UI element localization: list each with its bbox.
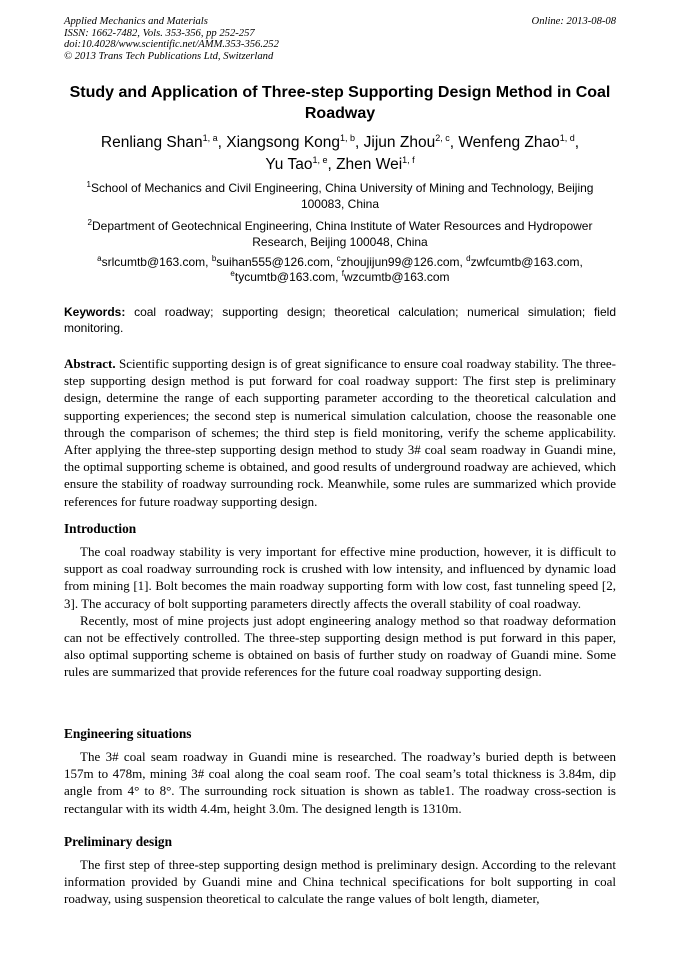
issn-line: ISSN: 1662-7482, Vols. 353-356, pp 252-257 bbox=[64, 27, 255, 39]
paragraph: The first step of three-step supporting design method is preliminary design. According to the relevant information provided by Guandi mine and China technical specifications for bolt supporting in coal roadway, using suspension theoretical to calculate the range values of bolt length, diameter, bbox=[64, 857, 616, 907]
author-3: Jijun Zhou$^{2, c}$, bbox=[363, 133, 459, 151]
author-list bbox=[64, 132, 616, 176]
affiliation-1: $^1$School of Mechanics and Civil Engineering, China University of Mining and Technology, Beijing 100083, China bbox=[86, 180, 594, 211]
affiliation-2: $^2$Department of Geotechnical Engineering, China Institute of Water Resources and Hydropower Research, Beijing 100048, China bbox=[87, 218, 593, 249]
email-f[interactable]: $^f$wzcumtb@163.com bbox=[341, 269, 450, 284]
keywords-label: Keywords: bbox=[64, 305, 126, 319]
paper-title: Study and Application of Three-step Supporting Design Method in Coal Roadway bbox=[69, 84, 611, 122]
email-e[interactable]: $^e$tycumtb@163.com, bbox=[230, 269, 342, 284]
section-engineering bbox=[64, 748, 616, 817]
section-introduction bbox=[64, 543, 616, 681]
author-2: Xiangsong Kong$^{1, b}$, bbox=[226, 133, 364, 151]
paragraph: The coal roadway stability is very important for effective mine production, however, it is difficult to support as coal roadway surrounding rock is crushed with low intensity, and influenced by dynamic load from mining [1]. Bolt becomes the main roadway supporting form with low cost, fast tunneling speed [2, 3]. The accuracy of bolt supporting parameters directly affects the overall stability of coal roadway. bbox=[64, 544, 616, 611]
author-6: Zhen Wei$^{1, f}$ bbox=[336, 155, 415, 173]
abstract-label: Abstract. bbox=[64, 356, 116, 371]
section-heading-introduction: Introduction bbox=[64, 521, 137, 536]
author-emails bbox=[64, 255, 616, 285]
copyright-line: © 2013 Trans Tech Publications Ltd, Switzerland bbox=[64, 50, 274, 62]
section-heading-engineering: Engineering situations bbox=[64, 726, 192, 741]
section-heading-preliminary: Preliminary design bbox=[64, 834, 172, 849]
paragraph: The 3# coal seam roadway in Guandi mine is researched. The roadway’s buried depth is between 157m to 478m, mining 3# coal along the coal seam roof. The coal seam’s total thickness is 3.84m, dip angle from 4° to 8°. The surrounding rock situation is shown as table1. The roadway cross-section is rectangular with its width 4.4m, height 3.0m. The designed length is 1310m. bbox=[64, 749, 616, 816]
section-preliminary bbox=[64, 856, 616, 908]
email-c[interactable]: $^c$zhoujijun99@126.com, bbox=[336, 254, 467, 269]
abstract-text: Scientific supporting design is of great significance to ensure coal roadway stability. The three-step supporting design method is put forward for coal roadway support: The first step is preliminary design, determine the range of each supporting parameter according to the theoretical calculation and supporting experiences; the second step is numerical simulation calculation, choose the reasonable one through the comparison of schemes; the third step is field monitoring, verify the scheme applicability. After applying the three-step supporting design method to study 3# coal seam roadway in Guandi mine, the optimal supporting scheme is obtained, and good results of underground roadway are achieved, which ensure the stability of roadway surrounding rock. Meanwhile, some rules are summarized which provide references for future roadway supporting design. bbox=[64, 356, 616, 509]
author-4: Wenfeng Zhao$^{1, d}$, bbox=[458, 133, 580, 151]
keywords bbox=[64, 304, 616, 336]
online-date: Online: 2013-08-08 bbox=[531, 16, 616, 27]
abstract bbox=[64, 355, 616, 510]
author-5: Yu Tao$^{1, e}$, bbox=[265, 155, 337, 173]
email-d[interactable]: $^d$zwfcumtb@163.com, bbox=[466, 254, 583, 269]
email-a[interactable]: $^a$srlcumtb@163.com, bbox=[97, 254, 212, 269]
journal-name: Applied Mechanics and Materials bbox=[64, 16, 208, 27]
journal-header bbox=[64, 16, 616, 62]
keywords-text: coal roadway; supporting design; theoretical calculation; numerical simulation; field monitoring. bbox=[64, 305, 616, 335]
paragraph: Recently, most of mine projects just adopt engineering analogy method so that roadway deformation can not be effectively controlled. The three-step supporting design method is put forward in this paper, also optimal supporting scheme is obtained on basis of further study on roadway of Guandi mine. Some rules are summarized that provide references for the future coal roadway supporting design. bbox=[64, 612, 616, 680]
author-1: Renliang Shan$^{1, a}$, bbox=[100, 133, 227, 151]
email-b[interactable]: $^b$suihan555@126.com, bbox=[211, 254, 337, 269]
doi-line: doi:10.4028/www.scientific.net/AMM.353-356.252 bbox=[64, 39, 279, 51]
